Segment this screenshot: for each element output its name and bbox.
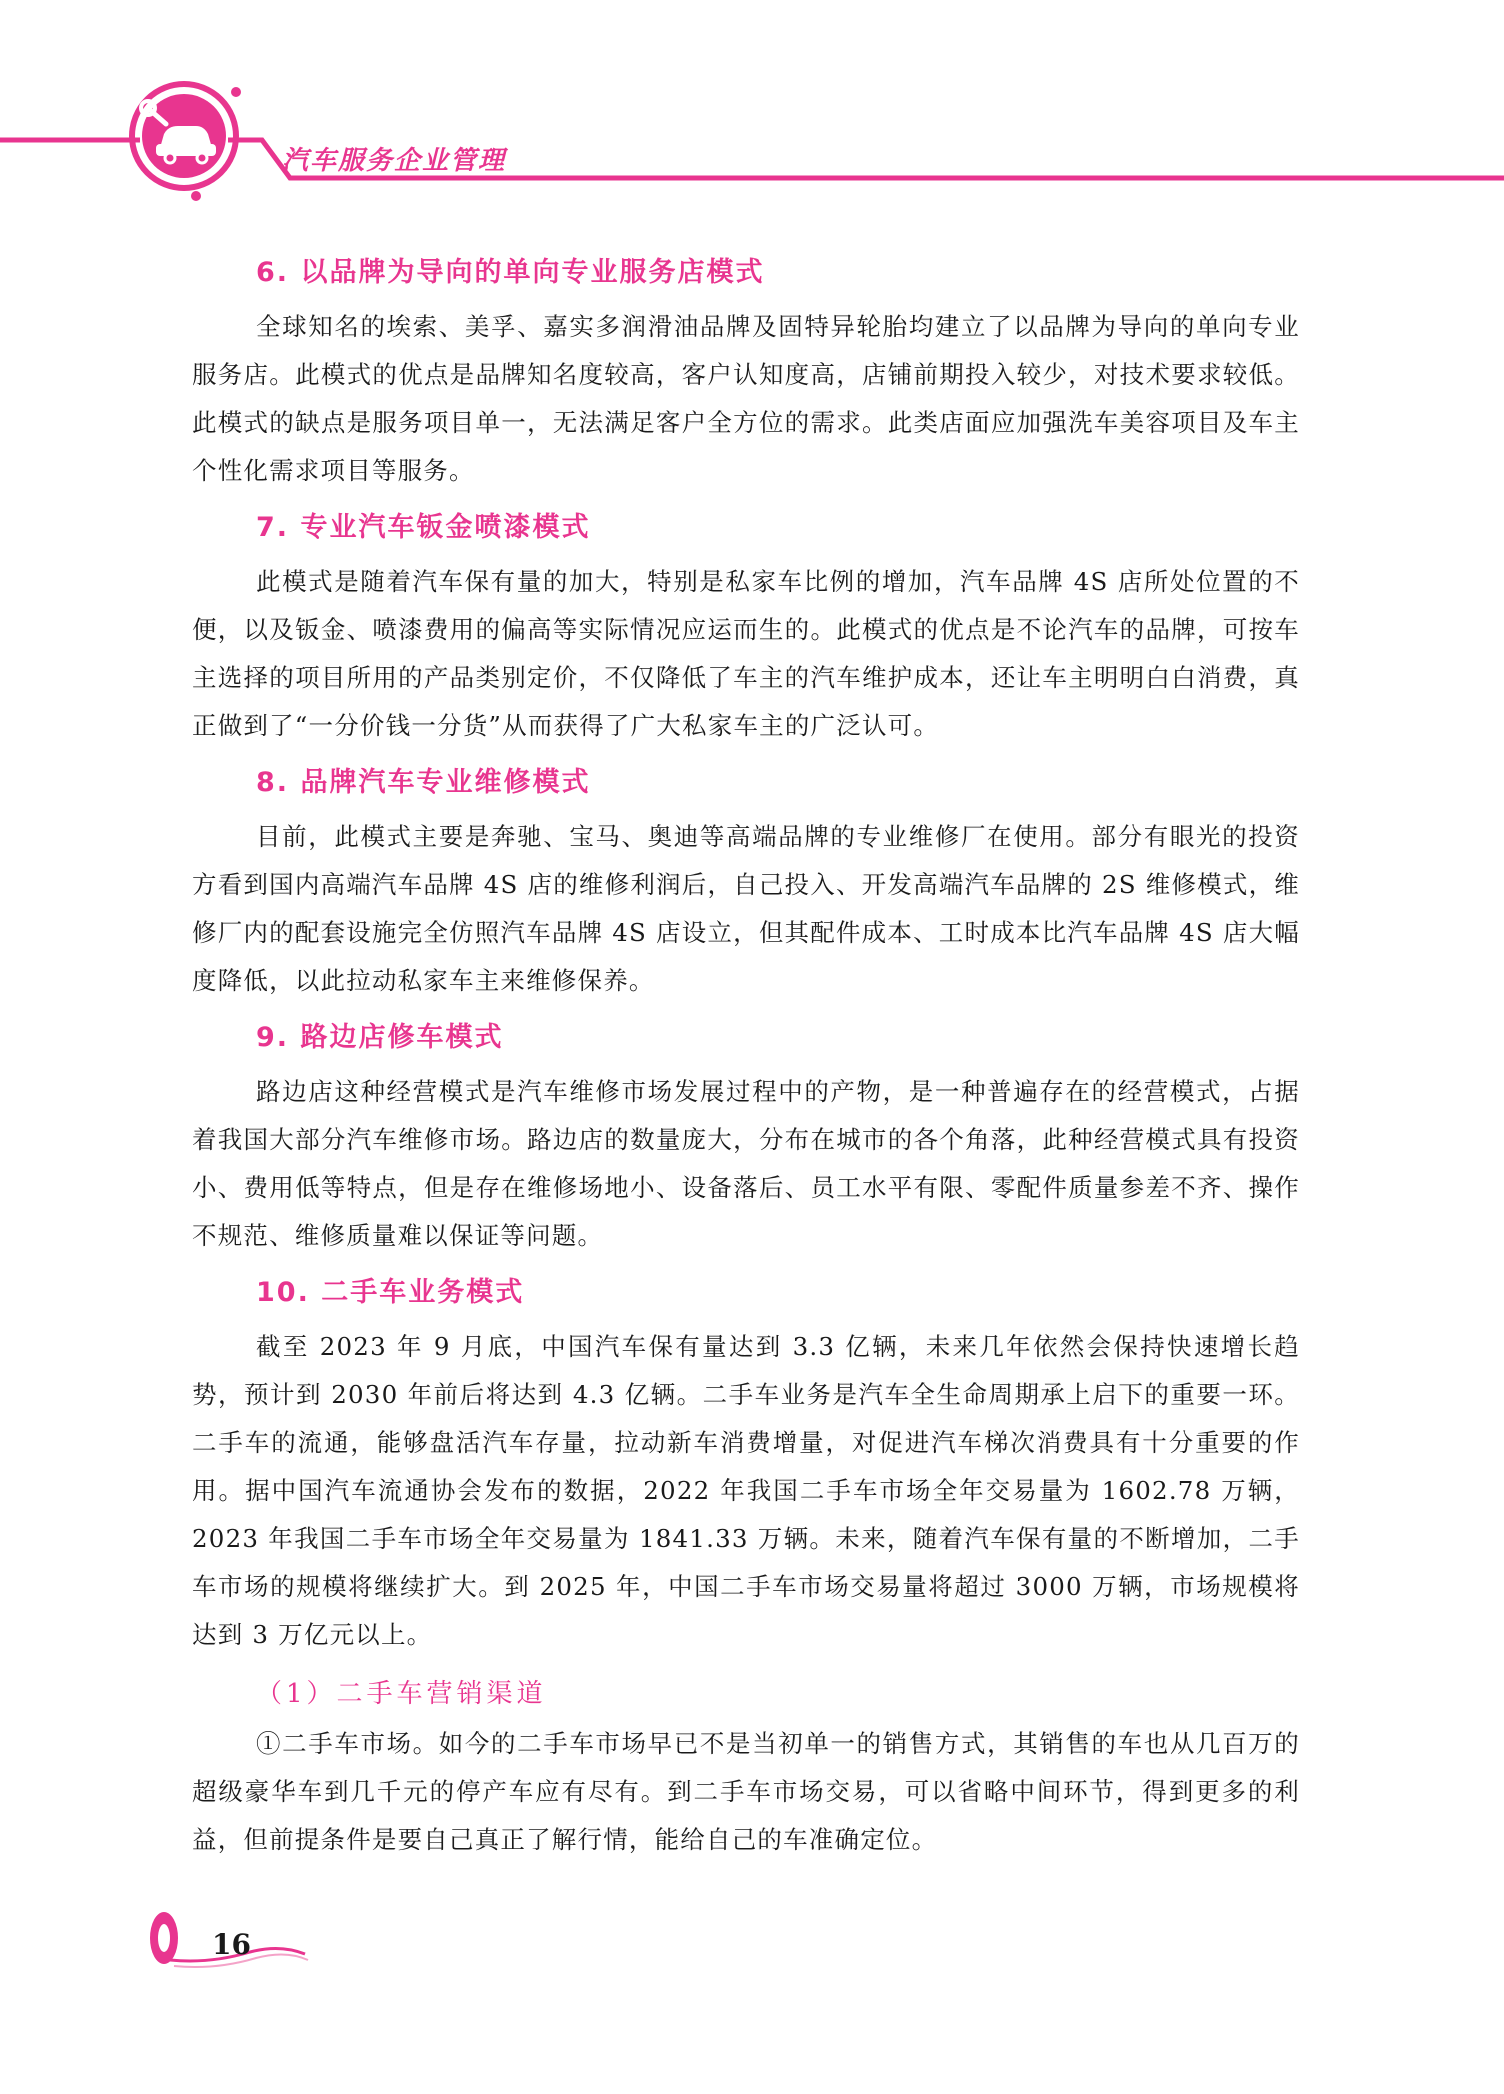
page-number: 16 <box>212 1928 251 1961</box>
page-content <box>192 240 1300 1864</box>
paragraph: ①二手车市场。如今的二手车市场早已不是当初单一的销售方式，其销售的车也从几百万的超级豪华车到几千元的停产车应有尽有。到二手车市场交易，可以省略中间环节，得到更多的利益，但前提条件是要自己真正了解行情，能给自己的车准确定位。 <box>192 1729 1300 1854</box>
paragraph: 目前，此模式主要是奔驰、宝马、奥迪等高端品牌的专业维修厂在使用。部分有眼光的投资方看到国内高端汽车品牌 4S 店的维修利润后，自己投入、开发高端汽车品牌的 2S 维修模式，维修厂内的配套设施完全仿照汽车品牌 4S 店设立，但其配件成本、工时成本比汽车品牌 4S 店大幅度降低，以此拉动私家车主来维修保养。 <box>192 822 1300 995</box>
section-heading: 10. 二手车业务模式 <box>256 1277 525 1308</box>
paragraph: 截至 2023 年 9 月底，中国汽车保有量达到 3.3 亿辆，未来几年依然会保持快速增长趋势，预计到 2030 年前后将达到 4.3 亿辆。二手车业务是汽车全生命周期承上启下的重要一环。二手车的流通，能够盘活汽车存量，拉动新车消费增量，对促进汽车梯次消费具有十分重要的作用。据中国汽车流通协会发布的数据，2022 年我国二手车市场全年交易量为 1602.78 万辆，2023 年我国二手车市场全年交易量为 1841.33 万辆。未来，随着汽车保有量的不断增加，二手车市场的规模将继续扩大。到 2025 年，中国二手车市场交易量将超过 3000 万辆，市场规模将达到 3 万亿元以上。 <box>192 1332 1300 1649</box>
paragraph: 此模式是随着汽车保有量的加大，特别是私家车比例的增加，汽车品牌 4S 店所处位置的不便，以及钣金、喷漆费用的偏高等实际情况应运而生的。此模式的优点是不论汽车的品牌，可按车主选择的项目所用的产品类别定价，不仅降低了车主的汽车维护成本，还让车主明明白白消费，真正做到了“一分价钱一分货”从而获得了广大私家车主的广泛认可。 <box>192 567 1300 740</box>
page-header <box>0 0 1504 220</box>
section-heading: 7. 专业汽车钣金喷漆模式 <box>256 512 591 543</box>
book-title: 汽车服务企业管理 <box>282 146 507 176</box>
section-heading: 9. 路边店修车模式 <box>256 1022 504 1053</box>
car-wrench-icon <box>132 84 241 201</box>
header-decoration <box>0 0 1504 220</box>
subsection-heading: （1）二手车营销渠道 <box>256 1679 547 1709</box>
section-heading: 6. 以品牌为导向的单向专业服务店模式 <box>256 257 765 288</box>
paragraph: 全球知名的埃索、美孚、嘉实多润滑油品牌及固特异轮胎均建立了以品牌为导向的单向专业服务店。此模式的优点是品牌知名度较高，客户认知度高，店铺前期投入较少，对技术要求较低。此模式的缺点是服务项目单一，无法满足客户全方位的需求。此类店面应加强洗车美容项目及车主个性化需求项目等服务。 <box>192 312 1300 485</box>
section-heading: 8. 品牌汽车专业维修模式 <box>256 767 591 798</box>
paragraph: 路边店这种经营模式是汽车维修市场发展过程中的产物，是一种普遍存在的经营模式，占据着我国大部分汽车维修市场。路边店的数量庞大，分布在城市的各个角落，此种经营模式具有投资小、费用低等特点，但是存在维修场地小、设备落后、员工水平有限、零配件质量参差不齐、操作不规范、维修质量难以保证等问题。 <box>192 1077 1300 1250</box>
